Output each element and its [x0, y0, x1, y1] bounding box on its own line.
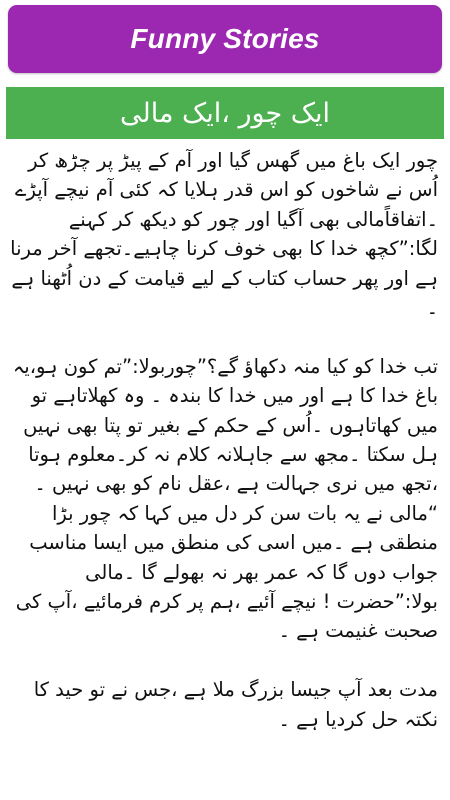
story-body[interactable] [10, 146, 438, 794]
story-paragraph-4: مدت بعد آپ جیسا بزرگ ملا ہے ،جس نے تو حید کا نکتہ حل کردیا ہے ۔ [33, 678, 438, 731]
story-paragraph-3: “مالی نے یہ بات سن کر دل میں کہا کہ چور بڑا منطقی ہے ۔میں اسی کی منطق میں ایسا مناسب جواب دوں گا کہ عمر بھر نہ بھولے گا ۔مالی بولا:”حضرت ! نیچے آئیے ،ہم پر کرم فرمائیے ،آپ کی صحبت غنیمت ہے ۔ [15, 501, 438, 643]
app-title-bar [8, 5, 442, 73]
paragraph-spacer [10, 322, 438, 351]
story-title: ایک چور ،ایک مالی [120, 97, 330, 129]
story-title-bar [6, 87, 444, 139]
story-paragraph-2: تب خدا کو کیا منہ دکھاؤ گے؟”چوربولا:”تم کون ہو،یہ باغ خدا کا ہے اور میں خدا کا بندہ ۔ وہ کھلاتاہے تو میں کھاتاہوں ۔اُس کے حکم کے بغیر تو پتا بھی نہیں ہل سکتا ۔مجھ سے جاہلانہ کلام نہ کر۔معلوم ہوتا ،تجھ میں نری جہالت ہے ،عقل نام کو بھی نہیں ۔ [12, 354, 438, 496]
story-paragraph-1: چور ایک باغ میں گھس گیا اور آم کے پیڑ پر چڑھ کر اُس نے شاخوں کو اس قدر ہلایا کہ کئی آم نیچے آپڑے ۔اتفاقاًمالی بھی آگیا اور چور کو دیکھ کر کہنے لگا:”کچھ خدا کا بھی خوف کرنا چاہیے۔تجھے آخر مرنا ہے اور پھر حساب کتاب کے لیے قیامت کے دن اُٹھنا ہے ۔ [10, 149, 438, 320]
paragraph-spacer [10, 646, 438, 675]
app-title: Funny Stories [130, 23, 320, 54]
